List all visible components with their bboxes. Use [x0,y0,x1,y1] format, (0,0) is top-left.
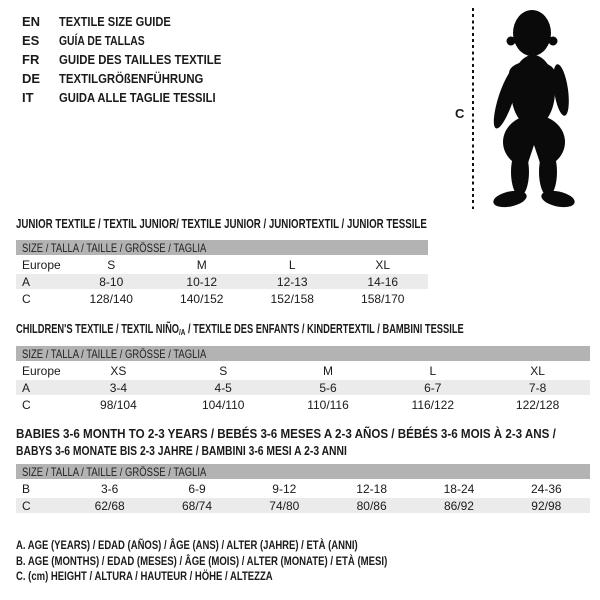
age-cell: 12-18 [328,480,415,497]
height-cell: 104/110 [171,396,276,413]
age-cell: 24-36 [503,480,590,497]
height-measure-dotted-line [472,8,474,209]
age-cell: 10-12 [157,273,248,290]
children-size-table [16,346,590,414]
language-title: GUIDA ALLE TAGLIE TESSILI [59,90,216,105]
language-title: TEXTILE SIZE GUIDE [59,14,171,29]
table-row-height [16,396,590,413]
size-header-row [16,346,590,362]
height-cell: 80/86 [328,497,415,514]
height-cell: 110/116 [276,396,381,413]
language-title: GUIDE DES TAILLES TEXTILE [59,52,222,67]
size-header-label: SIZE / TALLA / TAILLE / GRÖSSE / TAGLIA [22,464,207,479]
row-label: Europe [16,362,66,379]
language-row-fr [22,50,244,69]
babies-title-line2: BABYS 3-6 MONATE BIS 2-3 JAHRE / BAMBINI 3-6 MESI A 2-3 ANNI [16,443,347,458]
row-label: Europe [16,256,66,273]
age-cell: 7-8 [485,379,590,396]
language-row-de [22,69,244,88]
language-code: EN [22,14,41,29]
toddler-silhouette-icon [480,5,592,211]
junior-section-title [16,216,545,233]
language-title: TEXTILGRÖßENFÜHRUNG [59,71,204,86]
row-label: C [16,396,66,413]
babies-section-title [16,426,598,459]
height-cell: 158/170 [338,290,429,307]
size-cell: S [66,256,157,273]
size-cell: XL [485,362,590,379]
age-cell: 14-16 [338,273,429,290]
height-cell: 128/140 [66,290,157,307]
age-cell: 6-7 [380,379,485,396]
measurement-legend [16,538,481,585]
height-cell: 122/128 [485,396,590,413]
age-cell: 3-4 [66,379,171,396]
junior-section-title-text: JUNIOR TEXTILE / TEXTIL JUNIOR/ TEXTILE JUNIOR / JUNIORTEXTIL / JUNIOR TESSILE [16,217,427,231]
age-cell: 18-24 [415,480,502,497]
age-cell: 12-13 [247,273,338,290]
height-cell: 92/98 [503,497,590,514]
age-cell: 5-6 [276,379,381,396]
size-header-label: SIZE / TALLA / TAILLE / GRÖSSE / TAGLIA [22,346,207,361]
size-header-row [16,240,428,256]
language-code: DE [22,71,41,86]
table-row-age-months [16,480,590,497]
height-cell: 62/68 [66,497,153,514]
children-title-subscript: /A [179,327,186,337]
height-cell: 140/152 [157,290,248,307]
row-label: A [16,273,66,290]
age-cell: 8-10 [66,273,157,290]
table-row-europe [16,256,428,273]
age-cell: 6-9 [153,480,240,497]
table-row-height [16,497,590,514]
children-section-title-text [16,321,464,341]
row-label: B [16,480,66,497]
height-cell: 68/74 [153,497,240,514]
size-cell: M [157,256,248,273]
height-cell: 152/158 [247,290,338,307]
language-code: ES [22,33,40,48]
language-code: FR [22,52,40,67]
measure-c-label: C [455,106,465,121]
size-cell: M [276,362,381,379]
language-row-en [22,12,244,31]
height-cell: 98/104 [66,396,171,413]
language-row-es [22,31,244,50]
children-title-prefix: CHILDREN'S TEXTILE / TEXTIL NIÑO [16,322,180,336]
language-title-list [22,12,244,107]
legend-line-c: C. (cm) HEIGHT / ALTURA / HAUTEUR / HÖHE / ALTEZZA [16,569,273,583]
babies-size-table [16,464,590,515]
age-cell: 3-6 [66,480,153,497]
legend-line-a: A. AGE (YEARS) / EDAD (AÑOS) / ÂGE (ANS) / ALTER (JAHRE) / ETÀ (ANNI) [16,538,358,552]
height-cell: 86/92 [415,497,502,514]
table-row-age [16,379,590,396]
children-title-suffix: / TEXTILE DES ENFANTS / KINDERTEXTIL / BAMBINI TESSILE [185,322,464,336]
table-row-europe [16,362,590,379]
size-header-row [16,464,590,480]
table-row-height [16,290,428,307]
row-label: A [16,379,66,396]
junior-size-table [16,240,428,308]
row-label: C [16,290,66,307]
size-cell: S [171,362,276,379]
size-cell: XS [66,362,171,379]
table-row-age [16,273,428,290]
height-cell: 116/122 [380,396,485,413]
language-title: GUÍA DE TALLAS [59,33,145,48]
language-row-it [22,88,244,107]
legend-line-b: B. AGE (MONTHS) / EDAD (MESES) / ÂGE (MOIS) / ALTER (MONATE) / ETÀ (MESI) [16,553,388,568]
age-cell: 9-12 [241,480,328,497]
size-cell: L [380,362,485,379]
size-cell: XL [338,256,429,273]
height-cell: 74/80 [241,497,328,514]
size-header-label: SIZE / TALLA / TAILLE / GRÖSSE / TAGLIA [22,240,207,255]
age-cell: 4-5 [171,379,276,396]
babies-title-line1: BABIES 3-6 MONTH TO 2-3 YEARS / BEBÉS 3-6 MESES A 2-3 AÑOS / BÉBÉS 3-6 MOIS À 2-3 ANS / [16,427,556,441]
children-section-title [16,321,600,341]
size-cell: L [247,256,338,273]
row-label: C [16,497,66,514]
language-code: IT [22,90,34,105]
